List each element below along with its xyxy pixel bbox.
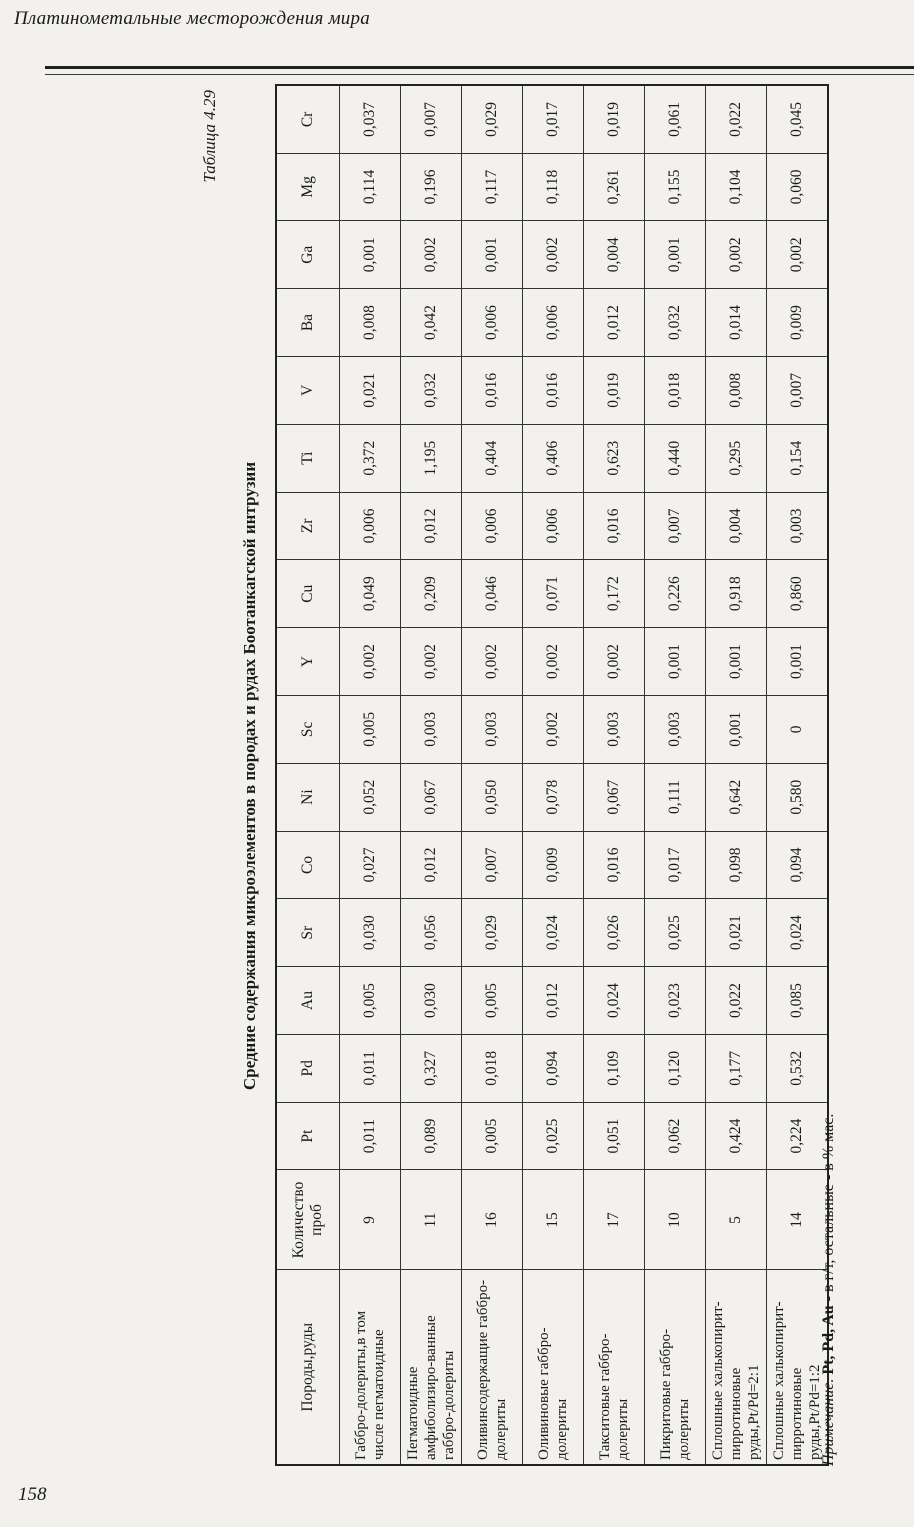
value-cell: 0,022 bbox=[706, 967, 767, 1035]
column-header: Au bbox=[276, 967, 340, 1035]
value-cell: 0,006 bbox=[523, 492, 584, 560]
table-header-row bbox=[276, 85, 340, 1465]
sample-count-cell: 15 bbox=[523, 1170, 584, 1270]
header-rule-thick bbox=[45, 66, 914, 69]
value-cell: 0,021 bbox=[706, 899, 767, 967]
value-cell: 0,120 bbox=[645, 1034, 706, 1102]
value-cell: 0,002 bbox=[523, 221, 584, 289]
value-cell: 0,007 bbox=[462, 831, 523, 899]
value-cell: 0,032 bbox=[645, 289, 706, 357]
value-cell: 0,008 bbox=[340, 289, 401, 357]
value-cell: 0,006 bbox=[462, 289, 523, 357]
value-cell: 0,001 bbox=[706, 628, 767, 696]
value-cell: 0,002 bbox=[706, 221, 767, 289]
value-cell: 0,021 bbox=[340, 356, 401, 424]
value-cell: 0,052 bbox=[340, 763, 401, 831]
column-header: Sc bbox=[276, 695, 340, 763]
rock-type-cell: Пегматоидные амфиболизиро-ванные габбро-долериты bbox=[401, 1270, 462, 1465]
value-cell: 0,017 bbox=[645, 831, 706, 899]
value-cell: 0,001 bbox=[767, 628, 829, 696]
trace-elements-table bbox=[275, 84, 829, 1466]
value-cell: 0,406 bbox=[523, 424, 584, 492]
value-cell: 0,005 bbox=[340, 967, 401, 1035]
value-cell: 0,029 bbox=[462, 899, 523, 967]
value-cell: 0,051 bbox=[584, 1102, 645, 1170]
value-cell: 0,002 bbox=[401, 628, 462, 696]
value-cell: 0,002 bbox=[767, 221, 829, 289]
value-cell: 0,049 bbox=[340, 560, 401, 628]
column-header: Ga bbox=[276, 221, 340, 289]
value-cell: 0,056 bbox=[401, 899, 462, 967]
value-cell: 0,424 bbox=[706, 1102, 767, 1170]
value-cell: 0,001 bbox=[645, 628, 706, 696]
value-cell: 0,030 bbox=[340, 899, 401, 967]
value-cell: 0,019 bbox=[584, 85, 645, 153]
header-rule-thin bbox=[45, 74, 914, 75]
value-cell: 0,006 bbox=[462, 492, 523, 560]
column-header: Cr bbox=[276, 85, 340, 153]
value-cell: 0,016 bbox=[584, 492, 645, 560]
value-cell: 0,016 bbox=[462, 356, 523, 424]
value-cell: 0,295 bbox=[706, 424, 767, 492]
value-cell: 0,003 bbox=[645, 695, 706, 763]
value-cell: 0,109 bbox=[584, 1034, 645, 1102]
value-cell: 0,023 bbox=[645, 967, 706, 1035]
page-number: 158 bbox=[18, 1484, 47, 1505]
value-cell: 0,111 bbox=[645, 763, 706, 831]
running-head-title: Платинометальные месторождения мира bbox=[14, 8, 370, 29]
value-cell: 0,009 bbox=[767, 289, 829, 357]
value-cell: 0,032 bbox=[401, 356, 462, 424]
value-cell: 0,060 bbox=[767, 153, 829, 221]
value-cell: 0,327 bbox=[401, 1034, 462, 1102]
table-note bbox=[820, 1114, 838, 1466]
table-number: Таблица 4.29 bbox=[200, 90, 219, 183]
value-cell: 0,042 bbox=[401, 289, 462, 357]
column-header: Y bbox=[276, 628, 340, 696]
value-cell: 0,094 bbox=[767, 831, 829, 899]
value-cell: 0,003 bbox=[584, 695, 645, 763]
value-cell: 0,046 bbox=[462, 560, 523, 628]
column-header: Co bbox=[276, 831, 340, 899]
value-cell: 0,009 bbox=[523, 831, 584, 899]
value-cell: 0,024 bbox=[767, 899, 829, 967]
value-cell: 0,022 bbox=[706, 85, 767, 153]
value-cell: 0,018 bbox=[645, 356, 706, 424]
value-cell: 0,404 bbox=[462, 424, 523, 492]
column-header: Cu bbox=[276, 560, 340, 628]
value-cell: 0,003 bbox=[462, 695, 523, 763]
value-cell: 0,004 bbox=[706, 492, 767, 560]
value-cell: 0,172 bbox=[584, 560, 645, 628]
value-cell: 0,209 bbox=[401, 560, 462, 628]
rock-type-cell: Такситовые габбро-долериты bbox=[584, 1270, 645, 1465]
value-cell: 0,017 bbox=[523, 85, 584, 153]
value-cell: 0,012 bbox=[401, 831, 462, 899]
value-cell: 0,224 bbox=[767, 1102, 829, 1170]
rock-type-cell: Габбро-долериты,в том числе пегматоидные bbox=[340, 1270, 401, 1465]
value-cell: 0,098 bbox=[706, 831, 767, 899]
value-cell: 0,623 bbox=[584, 424, 645, 492]
rock-type-cell: Сплошные халькопирит-пирротиновые руды,Pt/Pd=2:1 bbox=[706, 1270, 767, 1465]
value-cell: 0,261 bbox=[584, 153, 645, 221]
value-cell: 0,532 bbox=[767, 1034, 829, 1102]
sample-count-cell: 9 bbox=[340, 1170, 401, 1270]
value-cell: 0,012 bbox=[401, 492, 462, 560]
value-cell: 0,012 bbox=[584, 289, 645, 357]
value-cell: 0,642 bbox=[706, 763, 767, 831]
value-cell: 0,025 bbox=[645, 899, 706, 967]
value-cell: 0,002 bbox=[462, 628, 523, 696]
column-header: Zr bbox=[276, 492, 340, 560]
sample-count-cell: 14 bbox=[767, 1170, 829, 1270]
column-header: Pt bbox=[276, 1102, 340, 1170]
value-cell: 0,117 bbox=[462, 153, 523, 221]
column-header: V bbox=[276, 356, 340, 424]
value-cell: 0,018 bbox=[462, 1034, 523, 1102]
value-cell: 0,155 bbox=[645, 153, 706, 221]
sample-count-cell: 5 bbox=[706, 1170, 767, 1270]
value-cell: 0,030 bbox=[401, 967, 462, 1035]
value-cell: 0,003 bbox=[401, 695, 462, 763]
value-cell: 0,016 bbox=[523, 356, 584, 424]
value-cell: 0,026 bbox=[584, 899, 645, 967]
value-cell: 0,154 bbox=[767, 424, 829, 492]
value-cell: 0,860 bbox=[767, 560, 829, 628]
value-cell: 0,006 bbox=[523, 289, 584, 357]
value-cell: 0,094 bbox=[523, 1034, 584, 1102]
column-header: Ti bbox=[276, 424, 340, 492]
value-cell: 0,078 bbox=[523, 763, 584, 831]
table-row bbox=[401, 85, 462, 1465]
value-cell: 0,002 bbox=[523, 628, 584, 696]
value-cell: 0,045 bbox=[767, 85, 829, 153]
column-header: Количество проб bbox=[276, 1170, 340, 1270]
value-cell: 0,085 bbox=[767, 967, 829, 1035]
rock-type-cell: Сплошные халькопирит-пирротиновые руды,Pt/Pd=1:2 bbox=[767, 1270, 829, 1465]
note-label: Примечание. bbox=[820, 1378, 837, 1466]
sample-count-cell: 16 bbox=[462, 1170, 523, 1270]
value-cell: 0,071 bbox=[523, 560, 584, 628]
value-cell: 0,024 bbox=[584, 967, 645, 1035]
column-header: Ni bbox=[276, 763, 340, 831]
value-cell: 0,005 bbox=[462, 1102, 523, 1170]
value-cell: 0,104 bbox=[706, 153, 767, 221]
value-cell: 0,580 bbox=[767, 763, 829, 831]
value-cell: 0,008 bbox=[706, 356, 767, 424]
table-title: Средние содержания микроэлементов в породах и рудах Боотанкагской интрузии bbox=[240, 461, 259, 1091]
value-cell: 0,002 bbox=[340, 628, 401, 696]
value-cell: 0,001 bbox=[340, 221, 401, 289]
value-cell: 0,067 bbox=[584, 763, 645, 831]
value-cell: 0,001 bbox=[645, 221, 706, 289]
sample-count-cell: 10 bbox=[645, 1170, 706, 1270]
value-cell: 0,440 bbox=[645, 424, 706, 492]
value-cell: 0,002 bbox=[401, 221, 462, 289]
table-row bbox=[523, 85, 584, 1465]
value-cell: 0,177 bbox=[706, 1034, 767, 1102]
table-row bbox=[645, 85, 706, 1465]
value-cell: 0,061 bbox=[645, 85, 706, 153]
note-elements: Pt, Pd, Au bbox=[820, 1305, 837, 1375]
column-header: Mg bbox=[276, 153, 340, 221]
value-cell: 0,002 bbox=[584, 628, 645, 696]
value-cell: 0,007 bbox=[401, 85, 462, 153]
value-cell: 0,196 bbox=[401, 153, 462, 221]
column-header: Ba bbox=[276, 289, 340, 357]
value-cell: 0,014 bbox=[706, 289, 767, 357]
value-cell: 0,089 bbox=[401, 1102, 462, 1170]
sample-count-cell: 17 bbox=[584, 1170, 645, 1270]
value-cell: 0 bbox=[767, 695, 829, 763]
table-row bbox=[584, 85, 645, 1465]
value-cell: 0,372 bbox=[340, 424, 401, 492]
value-cell: 0,067 bbox=[401, 763, 462, 831]
value-cell: 0,118 bbox=[523, 153, 584, 221]
value-cell: 0,006 bbox=[340, 492, 401, 560]
value-cell: 0,027 bbox=[340, 831, 401, 899]
note-text: - в г/т, остальные - в % мас. bbox=[820, 1113, 837, 1306]
value-cell: 0,001 bbox=[462, 221, 523, 289]
value-cell: 0,918 bbox=[706, 560, 767, 628]
rock-type-cell: Оливиновые габбро-долериты bbox=[523, 1270, 584, 1465]
table-row bbox=[340, 85, 401, 1465]
column-header: Породы,руды bbox=[276, 1270, 340, 1465]
rock-type-cell: Пикритовые габбро-долериты bbox=[645, 1270, 706, 1465]
rock-type-cell: Оливинсодержащие габбро-долериты bbox=[462, 1270, 523, 1465]
value-cell: 0,019 bbox=[584, 356, 645, 424]
value-cell: 0,062 bbox=[645, 1102, 706, 1170]
value-cell: 0,226 bbox=[645, 560, 706, 628]
value-cell: 0,050 bbox=[462, 763, 523, 831]
value-cell: 0,024 bbox=[523, 899, 584, 967]
value-cell: 0,004 bbox=[584, 221, 645, 289]
value-cell: 0,005 bbox=[340, 695, 401, 763]
value-cell: 0,001 bbox=[706, 695, 767, 763]
value-cell: 0,003 bbox=[767, 492, 829, 560]
value-cell: 0,002 bbox=[523, 695, 584, 763]
table-row bbox=[462, 85, 523, 1465]
value-cell: 0,011 bbox=[340, 1102, 401, 1170]
value-cell: 0,114 bbox=[340, 153, 401, 221]
value-cell: 0,007 bbox=[767, 356, 829, 424]
value-cell: 0,007 bbox=[645, 492, 706, 560]
value-cell: 0,011 bbox=[340, 1034, 401, 1102]
value-cell: 0,012 bbox=[523, 967, 584, 1035]
table-row bbox=[767, 85, 829, 1465]
value-cell: 0,037 bbox=[340, 85, 401, 153]
value-cell: 0,016 bbox=[584, 831, 645, 899]
table-row bbox=[706, 85, 767, 1465]
value-cell: 1,195 bbox=[401, 424, 462, 492]
value-cell: 0,029 bbox=[462, 85, 523, 153]
column-header: Sr bbox=[276, 899, 340, 967]
sample-count-cell: 11 bbox=[401, 1170, 462, 1270]
rotated-table-block bbox=[200, 86, 840, 1466]
value-cell: 0,005 bbox=[462, 967, 523, 1035]
column-header: Pd bbox=[276, 1034, 340, 1102]
value-cell: 0,025 bbox=[523, 1102, 584, 1170]
